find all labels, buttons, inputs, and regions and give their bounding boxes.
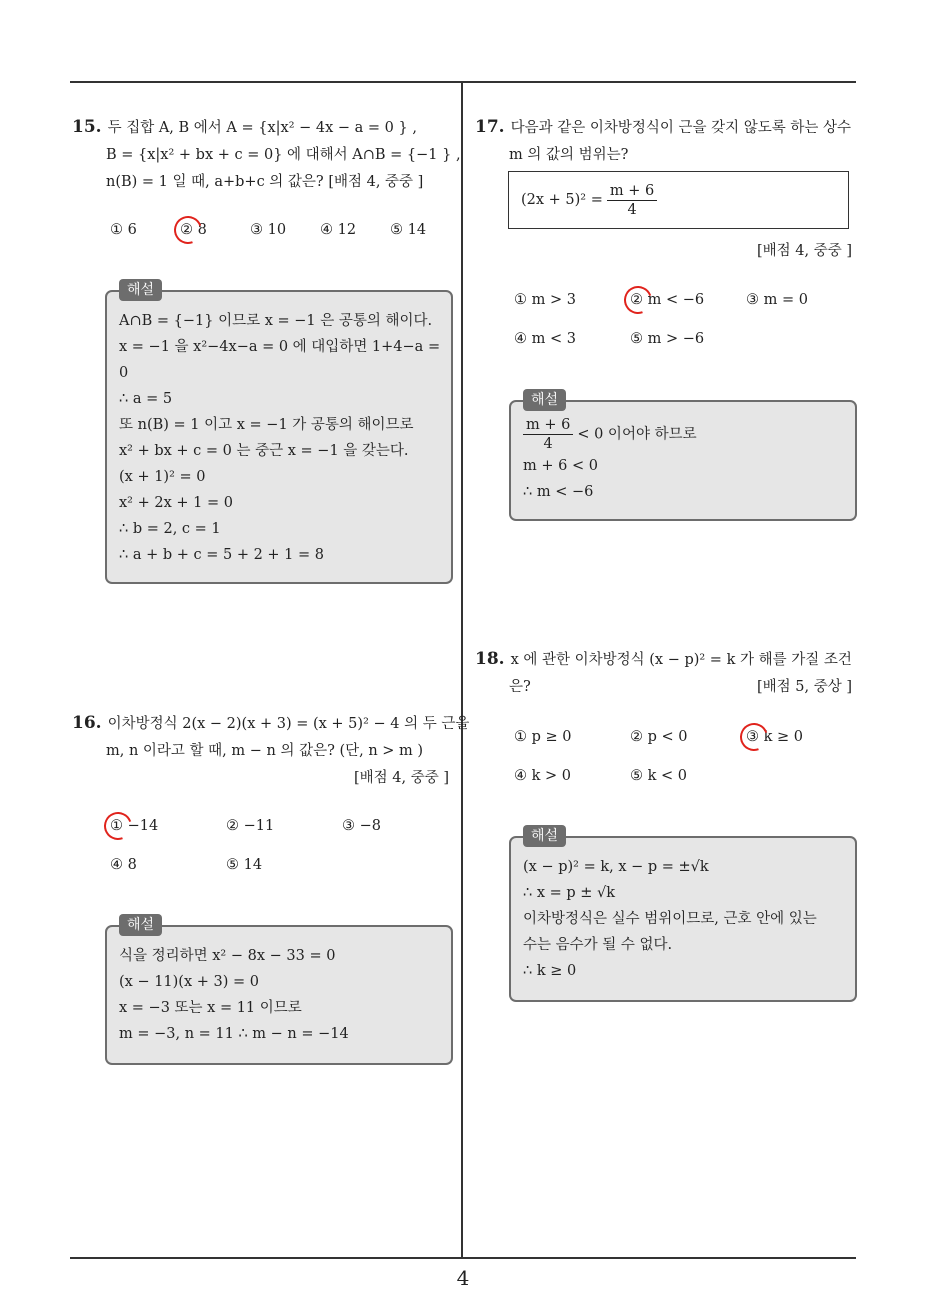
solution-label: 해설 bbox=[523, 389, 566, 411]
choice-5[interactable]: ⑤ m > −6 bbox=[630, 331, 705, 347]
problem-number: 15. bbox=[72, 117, 102, 137]
solution-line: m = −3, n = 11 ∴ m − n = −14 bbox=[119, 1026, 349, 1042]
problem-text: x 에 관한 이차방정식 (x − p)² = k 가 해를 가질 조건 bbox=[510, 652, 852, 668]
top-rule bbox=[70, 81, 856, 83]
solution-line: 식을 정리하면 x² − 8x − 33 = 0 bbox=[119, 948, 336, 964]
solution-box-18 bbox=[509, 836, 857, 1002]
choice-3[interactable]: ③ k ≥ 0 bbox=[746, 729, 803, 745]
problem-text: 두 집합 A, B 에서 A = {x|x² − 4x − a = 0 } , bbox=[107, 120, 417, 136]
solution-line: x² + bx + c = 0 는 중근 x = −1 을 갖는다. bbox=[119, 443, 409, 459]
fraction-numerator: m + 6 bbox=[607, 182, 657, 201]
solution-label: 해설 bbox=[119, 914, 162, 936]
solution-line: x = −3 또는 x = 11 이므로 bbox=[119, 1000, 302, 1016]
problem-number: 18. bbox=[475, 649, 505, 669]
solution-line: x = −1 을 x²−4x−a = 0 에 대입하면 1+4−a = bbox=[119, 339, 441, 355]
solution-line: ∴ a + b + c = 5 + 2 + 1 = 8 bbox=[119, 547, 324, 563]
page-number: 4 bbox=[456, 1266, 470, 1290]
problem-18 bbox=[475, 646, 860, 701]
choice-4[interactable]: ④ m < 3 bbox=[514, 331, 576, 347]
solution-line: ∴ m < −6 bbox=[523, 484, 594, 500]
solution-line: ∴ k ≥ 0 bbox=[523, 963, 577, 979]
fraction-denominator: 4 bbox=[627, 201, 637, 218]
choice-1[interactable]: ① m > 3 bbox=[514, 292, 576, 308]
problem-text: 이차방정식 2(x − 2)(x + 3) = (x + 5)² − 4 의 두 근을 bbox=[107, 716, 470, 732]
solution-line: (x − p)² = k, x − p = ±√k bbox=[523, 859, 709, 875]
score-label: [배점 4, 중중 ] bbox=[756, 243, 852, 259]
choice-4[interactable]: ④ k > 0 bbox=[514, 768, 571, 784]
choice-3[interactable]: ③ 10 bbox=[250, 222, 287, 238]
choice-4[interactable]: ④ 8 bbox=[110, 857, 137, 873]
formula-box bbox=[508, 171, 849, 229]
score-label: [배점 4, 중중 ] bbox=[353, 770, 449, 786]
solution-line: 또 n(B) = 1 이고 x = −1 가 공통의 해이므로 bbox=[119, 417, 414, 433]
score-label: [배점 5, 중상 ] bbox=[756, 679, 852, 695]
choice-1[interactable]: ① p ≥ 0 bbox=[514, 729, 572, 745]
solution-fraction bbox=[523, 416, 573, 453]
solution-line: 수는 음수가 될 수 없다. bbox=[523, 937, 673, 953]
choice-2[interactable]: ② p < 0 bbox=[630, 729, 688, 745]
problem-text: n(B) = 1 일 때, a+b+c 의 값은? [배점 4, 중중 ] bbox=[106, 174, 424, 190]
problem-text: B = {x|x² + bx + c = 0} 에 대해서 A∩B = {−1 } , bbox=[106, 147, 461, 163]
choice-3[interactable]: ③ −8 bbox=[342, 818, 381, 834]
choice-1[interactable]: ① 6 bbox=[110, 222, 137, 238]
problem-text: 다음과 같은 이차방정식이 근을 갖지 않도록 하는 상수 bbox=[510, 120, 851, 136]
answer-mark bbox=[735, 718, 772, 755]
answer-mark bbox=[99, 807, 136, 844]
solution-line: 0 bbox=[119, 365, 129, 381]
solution-line: (x − 11)(x + 3) = 0 bbox=[119, 974, 259, 990]
fraction-denominator: 4 bbox=[543, 436, 553, 452]
problem-text: 은? bbox=[509, 679, 531, 695]
solution-box-15 bbox=[105, 290, 453, 584]
choice-1[interactable]: ① −14 bbox=[110, 818, 159, 834]
solution-label: 해설 bbox=[523, 825, 566, 847]
problem-text: m 의 값의 범위는? bbox=[509, 147, 629, 163]
solution-line: x² + 2x + 1 = 0 bbox=[119, 495, 233, 511]
problem-number: 16. bbox=[72, 713, 102, 733]
solution-line: ∴ b = 2, c = 1 bbox=[119, 521, 221, 537]
choice-5[interactable]: ⑤ 14 bbox=[390, 222, 427, 238]
solution-line: ∴ a = 5 bbox=[119, 391, 173, 407]
choice-5[interactable]: ⑤ k < 0 bbox=[630, 768, 687, 784]
solution-line: m + 6 < 0 bbox=[523, 458, 598, 474]
answer-mark bbox=[619, 281, 656, 318]
problem-number: 17. bbox=[475, 117, 505, 137]
solution-text: < 0 이어야 하므로 bbox=[577, 426, 697, 443]
choice-3[interactable]: ③ m = 0 bbox=[746, 292, 808, 308]
bottom-rule bbox=[70, 1257, 856, 1259]
formula-fraction bbox=[607, 182, 657, 219]
solution-line: ∴ x = p ± √k bbox=[523, 885, 616, 901]
choice-5[interactable]: ⑤ 14 bbox=[226, 857, 263, 873]
choice-2[interactable]: ② m < −6 bbox=[630, 292, 705, 308]
solution-line: (x + 1)² = 0 bbox=[119, 469, 206, 485]
problem-17 bbox=[475, 114, 860, 169]
choice-4[interactable]: ④ 12 bbox=[320, 222, 357, 238]
choice-2[interactable]: ② −11 bbox=[226, 818, 275, 834]
problem-text: m, n 이라고 할 때, m − n 의 값은? (단, n > m ) bbox=[106, 743, 424, 759]
choice-2[interactable]: ② 8 bbox=[180, 222, 207, 238]
column-divider bbox=[461, 83, 463, 1257]
solution-box-16 bbox=[105, 925, 453, 1065]
problem-15 bbox=[72, 114, 461, 196]
problem-16 bbox=[72, 710, 470, 792]
solution-label: 해설 bbox=[119, 279, 162, 301]
solution-line: 이차방정식은 실수 범위이므로, 근호 안에 있는 bbox=[523, 911, 817, 927]
solution-line: A∩B = {−1} 이므로 x = −1 은 공통의 해이다. bbox=[119, 313, 433, 329]
solution-line bbox=[523, 416, 843, 453]
fraction-numerator: m + 6 bbox=[523, 416, 573, 435]
solution-box-17 bbox=[509, 400, 857, 521]
formula-left: (2x + 5)² = bbox=[521, 192, 603, 208]
answer-mark bbox=[169, 211, 206, 248]
